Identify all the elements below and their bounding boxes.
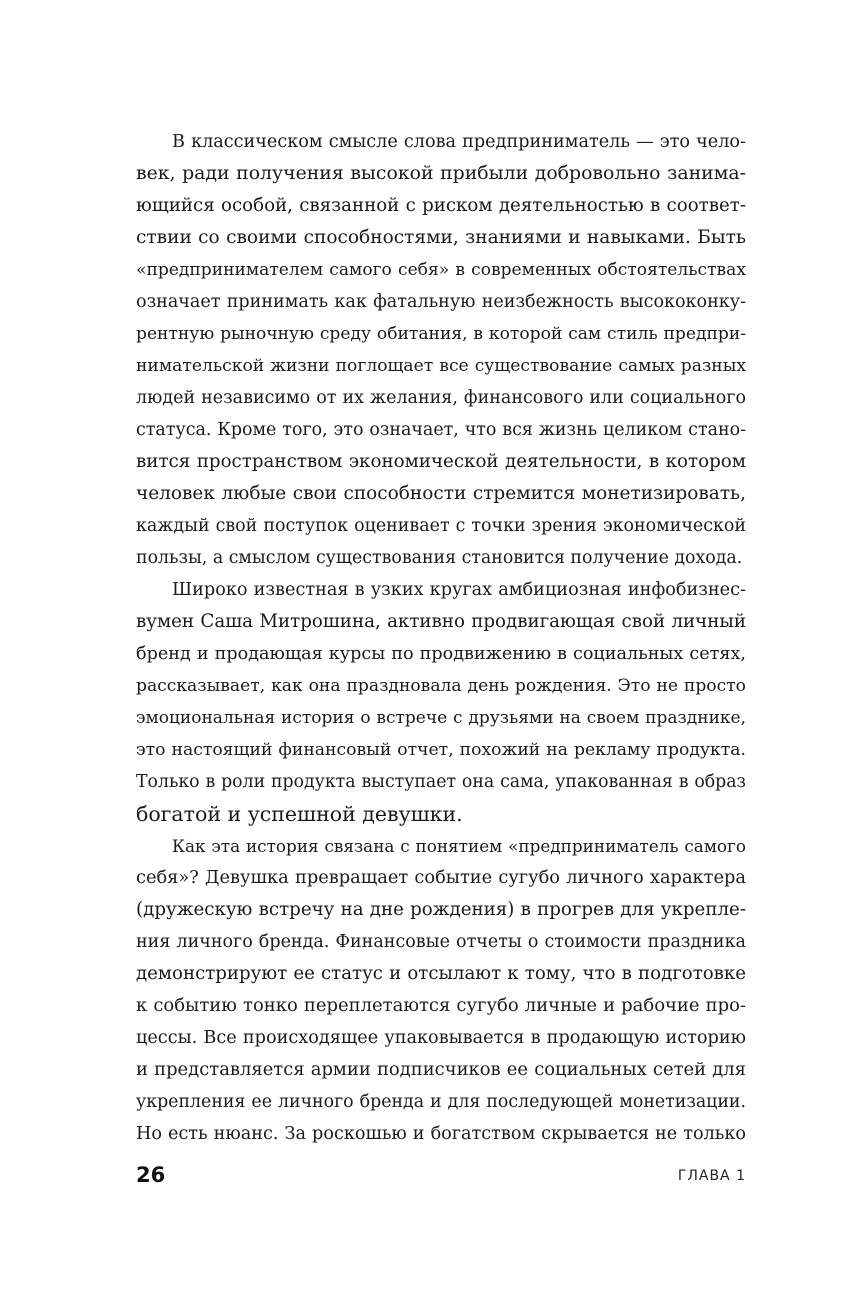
- text-line: человек любые свои способности стремится монетизировать,: [136, 483, 746, 504]
- text-line: укрепления ее личного бренда и для последующей монетизации.: [136, 1092, 746, 1112]
- text-line: бренд и продающая курсы по продвижению в социальных сетях,: [136, 644, 746, 664]
- text-line: вумен Саша Митрошина, активно продвигающая свой личный: [136, 611, 746, 632]
- text-line: людей независимо от их желания, финансового или социального: [136, 388, 746, 408]
- text-line: и представляется армии подписчиков ее социальных сетей для: [136, 1059, 746, 1080]
- text-line: Как эта история связана с понятием «предприниматель самого: [172, 836, 746, 856]
- text-line: эмоциональная история о встрече с друзьями на своем празднике,: [136, 708, 746, 728]
- text-line: нимательской жизни поглощает все существование самых разных: [136, 356, 746, 376]
- text-line: Только в роли продукта выступает она сама, упакованная в образ: [136, 772, 746, 792]
- text-line: вится пространством экономической деятельности, в котором: [136, 451, 746, 472]
- running-head: ГЛАВА 1: [677, 1168, 746, 1184]
- body-text: [136, 126, 746, 1150]
- text-line: себя»? Девушка превращает событие сугубо личного характера: [136, 867, 746, 888]
- page-footer: [136, 1163, 746, 1187]
- text-line: ющийся особой, связанной с риском деятельностью в соответ-: [136, 195, 746, 216]
- text-line: демонстрируют ее статус и отсылают к тому, что в подготовке: [136, 963, 746, 984]
- text-line: ния личного бренда. Финансовые отчеты о стоимости праздника: [136, 932, 746, 952]
- text-line: ствии со своими способностями, знаниями и навыками. Быть: [136, 227, 746, 248]
- text-line: Широко известная в узких кругах амбициозная инфобизнес-: [172, 580, 746, 600]
- text-line: рассказывает, как она праздновала день рождения. Это не просто: [136, 676, 746, 696]
- text-line: (дружескую встречу на дне рождения) в прогрев для укрепле-: [136, 899, 746, 920]
- text-line: «предпринимателем самого себя» в современных обстоятельствах: [136, 260, 746, 280]
- text-line: пользы, а смыслом существования становится получение дохода.: [136, 548, 743, 568]
- text-line: богатой и успешной девушки.: [136, 802, 463, 826]
- text-line: В классическом смысле слова предприниматель — это чело-: [172, 132, 746, 152]
- text-line: цессы. Все происходящее упаковывается в продающую историю: [136, 1028, 746, 1048]
- text-line: статуса. Кроме того, это означает, что вся жизнь целиком стано-: [136, 420, 746, 440]
- text-line: каждый свой поступок оценивает с точки зрения экономической: [136, 516, 746, 536]
- text-line: к событию тонко переплетаются сугубо личные и рабочие про-: [136, 995, 746, 1016]
- text-line: рентную рыночную среду обитания, в которой сам стиль предпри-: [136, 324, 746, 344]
- text-line: Но есть нюанс. За роскошью и богатством скрывается не только: [136, 1124, 746, 1144]
- text-line: означает принимать как фатальную неизбежность высококонку-: [136, 292, 746, 312]
- text-line: это настоящий финансовый отчет, похожий на рекламу продукта.: [136, 740, 746, 760]
- text-line: век, ради получения высокой прибыли добровольно занима-: [136, 163, 746, 184]
- page-number: 26: [136, 1163, 166, 1187]
